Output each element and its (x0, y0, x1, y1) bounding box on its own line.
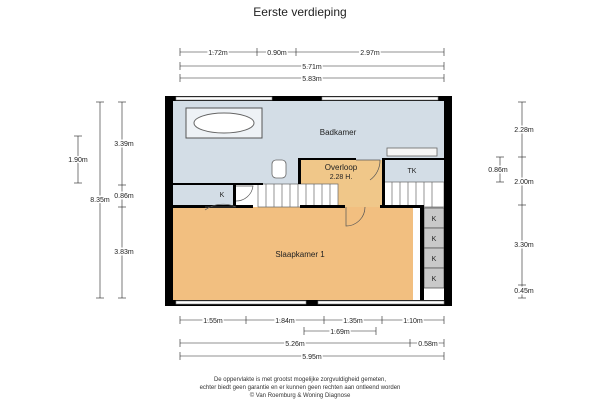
dim-left-1: 3.39m (114, 141, 134, 148)
room-label-k-2: K (431, 236, 437, 243)
room-label-overloop-height: 2.28 H. (329, 174, 353, 181)
room-label-k-1: K (431, 216, 437, 223)
bathroom-fixture (387, 148, 437, 156)
room-label-k-3: K (431, 256, 437, 263)
stairs-lower (258, 184, 338, 207)
room-label-slaapkamer: Slaapkamer 1 (275, 250, 325, 259)
dim-bottom-total: 5.95m (302, 354, 322, 361)
page-title: Eerste verdieping (253, 5, 347, 19)
room-label-k-left: K (219, 192, 225, 199)
dim-bottom-3: 1.35m (343, 318, 363, 325)
dim-top-1: 1.72m (208, 50, 228, 57)
disclaimer (0, 376, 600, 400)
dim-bottom-mid: 1.69m (330, 329, 350, 336)
bathtub-basin (194, 113, 254, 133)
dim-top-3: 2.97m (360, 50, 380, 57)
left-cabinet-area (173, 185, 235, 207)
dim-bottom-1: 1.55m (203, 318, 223, 325)
dim-right-small: 0.86m (488, 167, 508, 174)
dim-left-2: 0.86m (114, 193, 134, 200)
room-label-overloop: Overloop (324, 163, 358, 172)
dim-top-total: 5.83m (302, 76, 322, 83)
dim-right-1: 2.28m (514, 127, 534, 134)
dim-right-2: 2.00m (514, 179, 534, 186)
dim-right-3: 3.30m (514, 242, 534, 249)
dim-bottom-2: 1.84m (275, 318, 295, 325)
room-label-badkamer: Badkamer (319, 128, 357, 137)
disclaimer-line-1: De oppervlakte is met grootst mogelijke zorgvuldigheid gemeten, (213, 377, 387, 383)
dim-left-middle: 1.90m (68, 157, 88, 164)
dim-right-4: 0.45m (514, 288, 534, 295)
room-label-tk: TK (407, 168, 417, 175)
dim-bottom-4: 1.10m (403, 318, 423, 325)
dim-top-2: 0.90m (267, 50, 287, 57)
stairs-right (384, 182, 444, 207)
disclaimer-line-3: © Van Roemburg & Woning Diagnose (249, 393, 351, 399)
disclaimer-line-2: echter biedt geen garantie en er kunnen geen rechten aan ontleend worden (199, 385, 401, 391)
dim-left-total: 8.35m (90, 197, 110, 204)
dim-bottom-right-span: 0.58m (418, 341, 438, 348)
room-label-k-4: K (431, 276, 437, 283)
dim-bottom-left-span: 5.26m (285, 341, 305, 348)
toilet (272, 160, 286, 178)
dim-top-total-inner: 5.71m (302, 64, 322, 71)
dim-left-3: 3.83m (114, 249, 134, 256)
